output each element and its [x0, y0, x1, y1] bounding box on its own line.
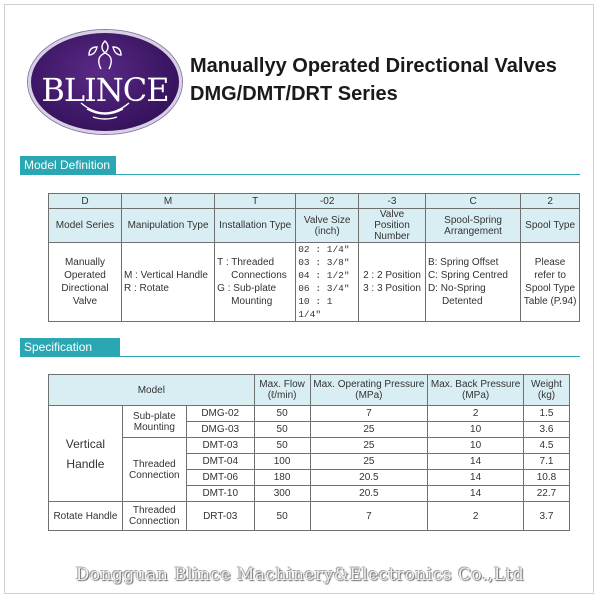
model-cell: DMT-04 [186, 454, 254, 470]
valve-position-cell [359, 243, 426, 322]
code-cell: M [121, 194, 214, 209]
manipulation-option: M : Vertical Handle [123, 270, 208, 281]
rotate-handle-group: Rotate Handle [49, 502, 123, 531]
label-cell: Valve Position Number [359, 209, 426, 243]
code-cell: T [215, 194, 296, 209]
max-operating-pressure-header: Max. Operating Pressure (MPa) [310, 375, 428, 406]
op-pressure-cell: 7 [310, 502, 428, 531]
installation-cell [215, 243, 296, 322]
manipulation-cell [121, 243, 214, 322]
weight-cell: 4.5 [523, 438, 569, 454]
flow-cell: 100 [254, 454, 310, 470]
label-cell: Installation Type [215, 209, 296, 243]
definition-body-row [49, 243, 580, 322]
label-cell: Manipulation Type [121, 209, 214, 243]
installation-option: T : Threaded [217, 257, 275, 268]
spring-option: C: Spring Centred [427, 270, 508, 281]
back-pressure-cell: 2 [428, 502, 524, 531]
table-row [49, 502, 570, 531]
spool-type-cell: Please refer to Spool Type Table (P.94) [521, 243, 580, 322]
installation-option: Mounting [231, 296, 273, 307]
table-row [49, 438, 570, 454]
label-cell: Valve Size (inch) [296, 209, 359, 243]
code-cell: -3 [359, 194, 426, 209]
op-pressure-cell: 25 [310, 438, 428, 454]
spec-header-row [49, 375, 570, 406]
threaded-group: Threaded Connection [122, 438, 186, 502]
position-option: 3 : 3 Position [363, 283, 421, 294]
max-back-pressure-header: Max. Back Pressure (MPa) [428, 375, 524, 406]
label-cell: Spool Type [521, 209, 580, 243]
company-watermark: Dongguan Blince Machinery&Electronics Co.,Ltd [75, 565, 525, 585]
code-cell: C [425, 194, 520, 209]
model-header: Model [49, 375, 255, 406]
blince-logo [28, 30, 182, 134]
weight-cell: 10.8 [523, 470, 569, 486]
model-cell: DMT-06 [186, 470, 254, 486]
page-subtitle: DMG/DMT/DRT Series [190, 83, 398, 105]
op-pressure-cell: 20.5 [310, 470, 428, 486]
code-cell: -02 [296, 194, 359, 209]
label-row [49, 209, 580, 243]
size-option: 10 : 1 1/4" [298, 296, 333, 320]
vertical-handle-group: Vertical Handle [49, 406, 123, 502]
logo-wordmark: BLINCE [41, 71, 169, 109]
threaded-rotate-group: Threaded Connection [122, 502, 186, 531]
code-row [49, 194, 580, 209]
installation-option: G : Sub-plate [217, 283, 277, 294]
model-definition-tab: Model Definition [20, 156, 116, 175]
size-option: 04 : 1/2" [298, 270, 350, 281]
spring-option: D: No-Spring [427, 283, 486, 294]
table-row [49, 406, 570, 422]
weight-header: Weight (kg) [523, 375, 569, 406]
max-flow-header: Max. Flow (ℓ/min) [254, 375, 310, 406]
back-pressure-cell: 10 [428, 422, 524, 438]
specification-table [48, 374, 570, 531]
code-cell: D [49, 194, 122, 209]
weight-cell: 3.6 [523, 422, 569, 438]
model-definition-table [48, 193, 580, 322]
weight-cell: 1.5 [523, 406, 569, 422]
section-divider [20, 174, 580, 175]
page-title: Manuallyy Operated Directional Valves [190, 55, 557, 77]
spring-option: B: Spring Offset [427, 257, 499, 268]
size-option: 02 : 1/4" [298, 244, 350, 255]
size-option: 03 : 3/8" [298, 257, 350, 268]
flow-cell: 50 [254, 438, 310, 454]
label-cell: Spool-Spring Arrangement [425, 209, 520, 243]
model-cell: DMG-03 [186, 422, 254, 438]
back-pressure-cell: 14 [428, 486, 524, 502]
spool-spring-cell [425, 243, 520, 322]
model-cell: DRT-03 [186, 502, 254, 531]
model-cell: DMT-10 [186, 486, 254, 502]
op-pressure-cell: 20.5 [310, 486, 428, 502]
back-pressure-cell: 14 [428, 454, 524, 470]
flow-cell: 180 [254, 470, 310, 486]
flow-cell: 300 [254, 486, 310, 502]
weight-cell: 7.1 [523, 454, 569, 470]
op-pressure-cell: 25 [310, 454, 428, 470]
back-pressure-cell: 14 [428, 470, 524, 486]
model-cell: DMG-02 [186, 406, 254, 422]
flow-cell: 50 [254, 406, 310, 422]
spring-option: Detented [441, 296, 483, 307]
weight-cell: 3.7 [523, 502, 569, 531]
code-cell: 2 [521, 194, 580, 209]
op-pressure-cell: 25 [310, 422, 428, 438]
back-pressure-cell: 10 [428, 438, 524, 454]
model-cell: DMT-03 [186, 438, 254, 454]
valve-size-cell [296, 243, 359, 322]
op-pressure-cell: 7 [310, 406, 428, 422]
back-pressure-cell: 2 [428, 406, 524, 422]
position-option: 2 : 2 Position [363, 270, 421, 281]
label-cell: Model Series [49, 209, 122, 243]
specification-tab: Specification [20, 338, 120, 357]
installation-option: Connections [231, 270, 287, 281]
flow-cell: 50 [254, 502, 310, 531]
weight-cell: 22.7 [523, 486, 569, 502]
manipulation-option: R : Rotate [123, 283, 169, 294]
section-divider [20, 356, 580, 357]
flow-cell: 50 [254, 422, 310, 438]
model-series-cell: Manually Operated Directional Valve [49, 243, 122, 322]
size-option: 06 : 3/4" [298, 283, 350, 294]
sub-plate-group: Sub-plate Mounting [122, 406, 186, 438]
